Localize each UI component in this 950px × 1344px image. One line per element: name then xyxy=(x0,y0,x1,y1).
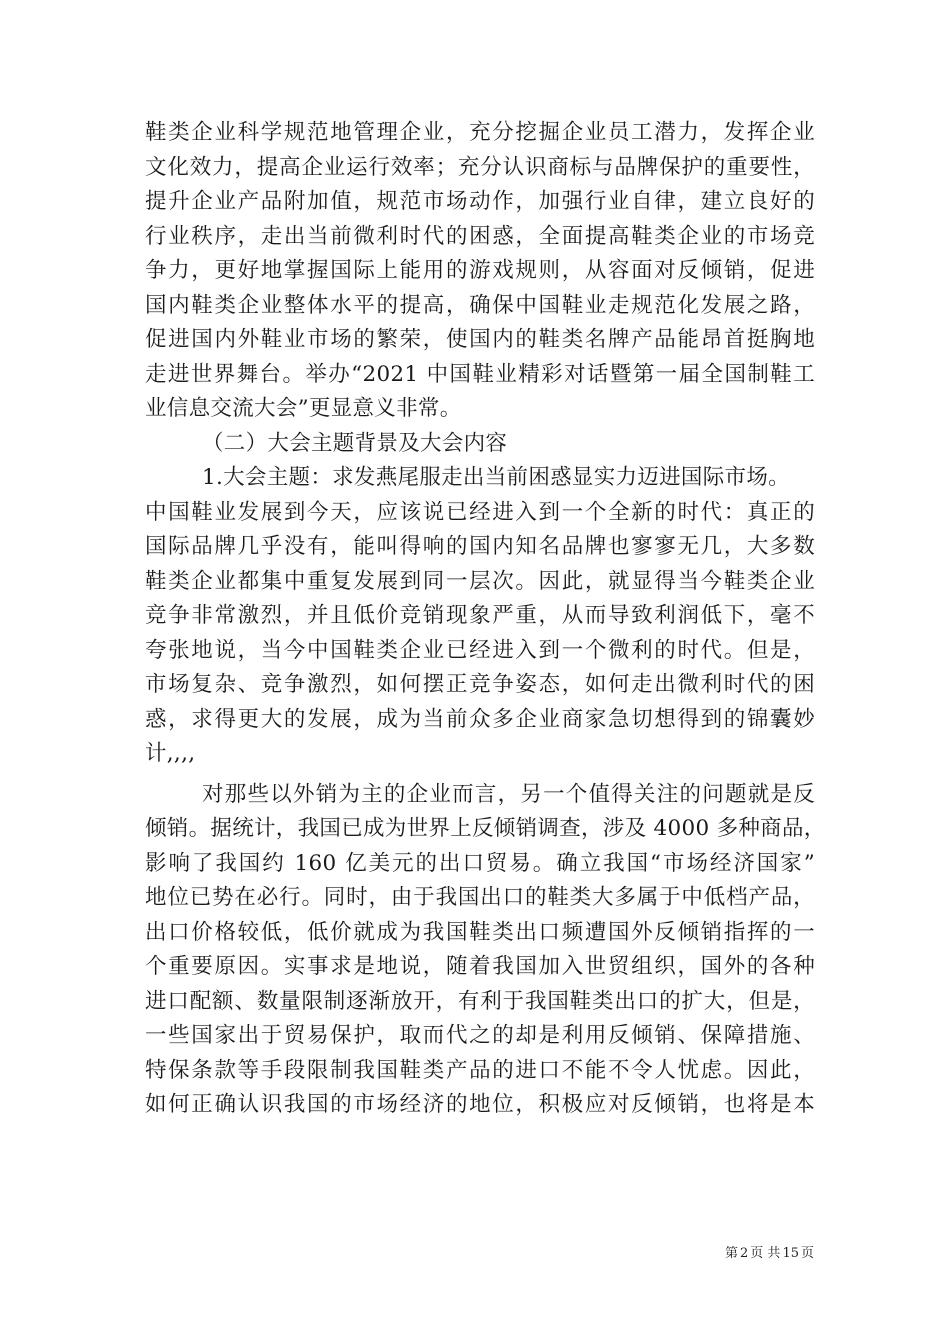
text-line: 国内鞋类企业整体水平的提高，确保中国鞋业走规范化发展之路， xyxy=(145,292,815,318)
text-line: 进口配额、数量限制逐渐放开，有利于我国鞋类出口的扩大，但是， xyxy=(145,988,815,1014)
text-line: 国际品牌几乎没有，能叫得响的国内知名品牌也寥寥无几，大多数 xyxy=(145,534,815,559)
text-line: 个重要原因。实事求是地说，随着我国加入世贸组织，国外的各种 xyxy=(145,954,815,979)
footer-prefix: 第 xyxy=(725,1246,739,1261)
text-line: 中国鞋业发展到今天，应该说已经进入到一个全新的时代：真正的 xyxy=(145,499,815,525)
text-line: 特保条款等手段限制我国鞋类产品的进口不能不令人忧虑。因此， xyxy=(145,1057,815,1083)
text-line: 走进世界舞台。举办“2021 中国鞋业精彩对话暨第一届全国制鞋工 xyxy=(145,361,815,387)
text-line: 鞋类企业都集中重复发展到同一层次。因此，就显得当今鞋类企业 xyxy=(145,568,815,594)
text-line: 1.大会主题：求发燕尾服走出当前困惑显实力迈进国际市场。 xyxy=(202,465,790,490)
text-line: 文化效力，提高企业运行效率；充分认识商标与品牌保护的重要性， xyxy=(145,154,815,180)
text-line: 市场复杂、竞争激烈，如何摆正竞争姿态，如何走出微利时代的困 xyxy=(145,672,815,697)
paragraph-1 xyxy=(145,116,815,427)
text-line: 惑，求得更大的发展，成为当前众多企业商家急切想得到的锦囊妙 xyxy=(145,706,815,732)
text-line: 行业秩序，走出当前微利时代的困惑，全面提高鞋类企业的市场竞 xyxy=(145,223,815,249)
page-number-footer xyxy=(724,1246,815,1262)
text-line: 一些国家出于贸易保护，取而代之的却是利用反倾销、保障措施、 xyxy=(145,1023,815,1048)
footer-suffix: 页 xyxy=(800,1246,814,1261)
paragraph-3 xyxy=(145,778,826,1123)
text-line: 计,,,, xyxy=(145,741,196,766)
text-line: 出口价格较低，低价就成为我国鞋类出口频遭国外反倾销指挥的一 xyxy=(145,919,815,945)
text-line: 鞋类企业科学规范地管理企业，充分挖掘企业员工潜力，发挥企业 xyxy=(145,120,815,145)
paragraph-2 xyxy=(145,461,815,772)
text-line: 争力，更好地掌握国际上能用的游戏规则，从容面对反倾销，促进 xyxy=(145,258,815,283)
document-body xyxy=(145,116,826,1123)
text-line: 地位已势在必行。同时，由于我国出口的鞋类大多属于中低档产品， xyxy=(145,885,815,910)
text-line: 竞争非常激烈，并且低价竞销现象严重，从而导致利润低下，毫不 xyxy=(145,603,815,628)
footer-middle: 页 共 xyxy=(750,1246,781,1261)
text-line: 倾销。据统计，我国已成为世界上反倾销调查，涉及 4000 多种商品， xyxy=(145,816,826,841)
section-heading: （二）大会主题背景及大会内容 xyxy=(202,430,508,456)
text-line: 如何正确认识我国的市场经济的地位，积极应对反倾销，也将是本 xyxy=(145,1092,815,1117)
text-line: 提升企业产品附加值，规范市场动作，加强行业自律，建立良好的 xyxy=(145,189,815,214)
text-line: 影响了我国约 160 亿美元的出口贸易。确立我国“市场经济国家” xyxy=(145,850,815,876)
text-line: 对那些以外销为主的企业而言，另一个值得关注的问题就是反 xyxy=(202,781,815,807)
current-page-number: 2 xyxy=(740,1246,749,1261)
text-line: 业信息交流大会”更显意义非常。 xyxy=(145,396,462,421)
text-line: 夸张地说，当今中国鞋类企业已经进入到一个微利的时代。但是， xyxy=(145,637,815,663)
total-pages-number: 15 xyxy=(782,1246,799,1261)
text-line: 促进国内外鞋业市场的繁荣，使国内的鞋类名牌产品能昂首挺胸地 xyxy=(145,327,815,352)
